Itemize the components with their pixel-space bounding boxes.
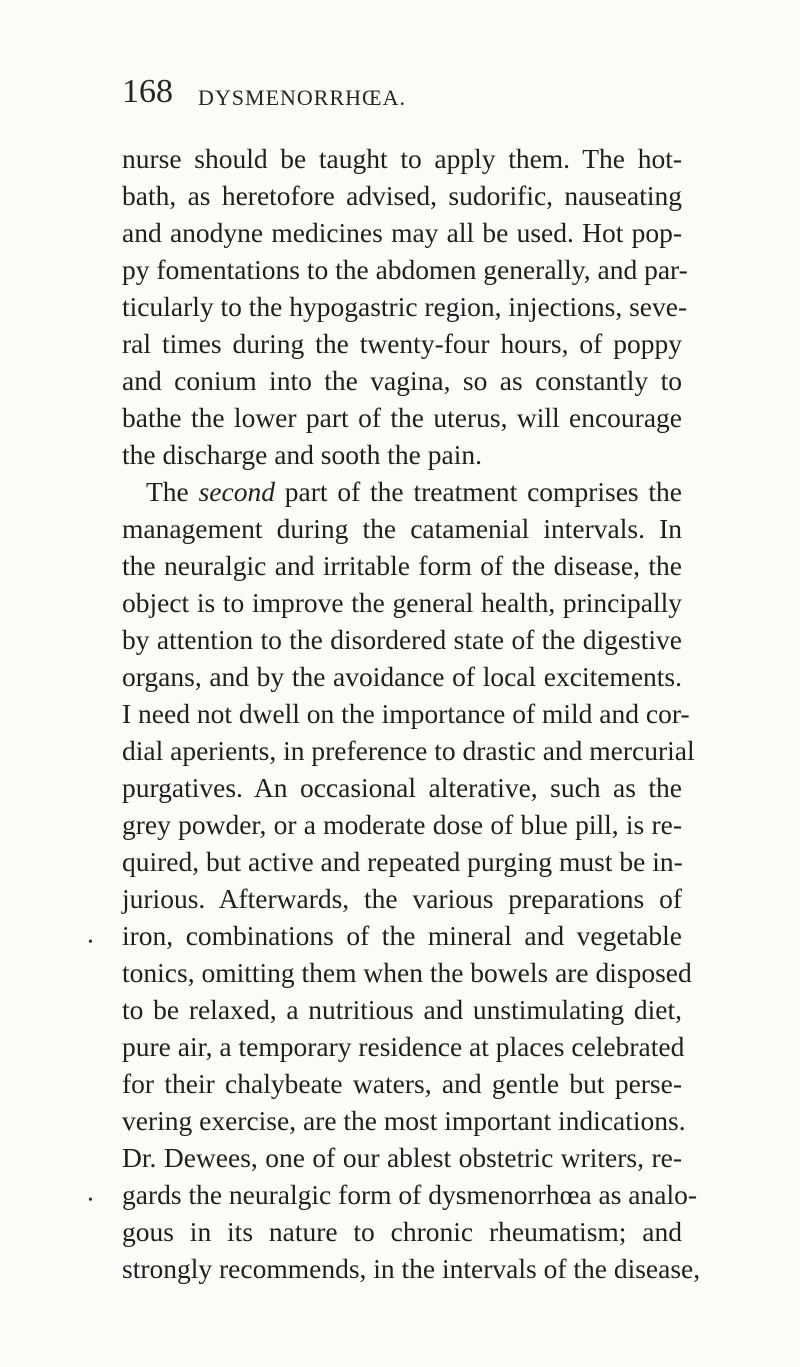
text-line: grey powder, or a moderate dose of blue pill, is re- (122, 809, 682, 840)
text-line: py fomentations to the abdomen generally, and par- (122, 254, 688, 285)
margin-ink-mark: • (88, 935, 93, 950)
text-line: to be relaxed, a nutritious and unstimulating diet, (122, 994, 682, 1025)
text-line: dial aperients, in preference to drastic and mercurial (122, 735, 695, 766)
text-line: the discharge and sooth the pain. (122, 439, 482, 470)
text-line: tonics, omitting them when the bowels are disposed (122, 957, 692, 988)
text-line: ticularly to the hypogastric region, injections, seve- (122, 291, 688, 322)
text-line: Dr. Dewees, one of our ablest obstetric writers, re- (122, 1142, 682, 1173)
text-line: bath, as heretofore advised, sudorific, nauseating (122, 180, 682, 211)
running-title: DYSMENORRHŒA. (198, 85, 406, 110)
text-line: and anodyne medicines may all be used. Hot pop- (122, 217, 682, 248)
text-line: bathe the lower part of the uterus, will encourage (122, 402, 682, 433)
text-line: for their chalybeate waters, and gentle but perse- (122, 1068, 682, 1099)
margin-ink-mark: • (88, 1193, 93, 1208)
text-line: quired, but active and repeated purging must be in- (122, 846, 683, 877)
text-line: strongly recommends, in the intervals of the disease, (122, 1253, 701, 1284)
text-line: pure air, a temporary residence at places celebrated (122, 1031, 685, 1062)
text-line: management during the catamenial intervals. In (122, 513, 682, 544)
text-line: jurious. Afterwards, the various preparations of (122, 883, 682, 914)
text-line: organs, and by the avoidance of local excitements. (122, 661, 682, 692)
text-line: by attention to the disordered state of the digestive (122, 624, 682, 655)
text-line: the neuralgic and irritable form of the disease, the (122, 550, 682, 581)
italic-emphasis: second (198, 476, 275, 507)
text-line: iron, combinations of the mineral and vegetable (122, 920, 682, 951)
text-line: nurse should be taught to apply them. The hot- (122, 143, 682, 174)
text-line: object is to improve the general health, principally (122, 587, 682, 618)
paragraph-start-line (122, 473, 682, 510)
text-line: gous in its nature to chronic rheumatism; and (122, 1216, 682, 1247)
text-line: purgatives. An occasional alterative, such as the (122, 772, 682, 803)
text-line: gards the neuralgic form of dysmenorrhœa as analo- (122, 1179, 698, 1210)
text-line: I need not dwell on the importance of mild and cor- (122, 698, 690, 729)
page-number: 168 (122, 73, 173, 110)
text-line: and conium into the vagina, so as constantly to (122, 365, 682, 396)
text-line: ral times during the twenty-four hours, of poppy (122, 328, 682, 359)
paragraph-lead-word: The (146, 476, 189, 507)
text-line: vering exercise, are the most important indications. (122, 1105, 686, 1136)
paragraph-line-rest: part of the treatment comprises the (284, 476, 683, 507)
